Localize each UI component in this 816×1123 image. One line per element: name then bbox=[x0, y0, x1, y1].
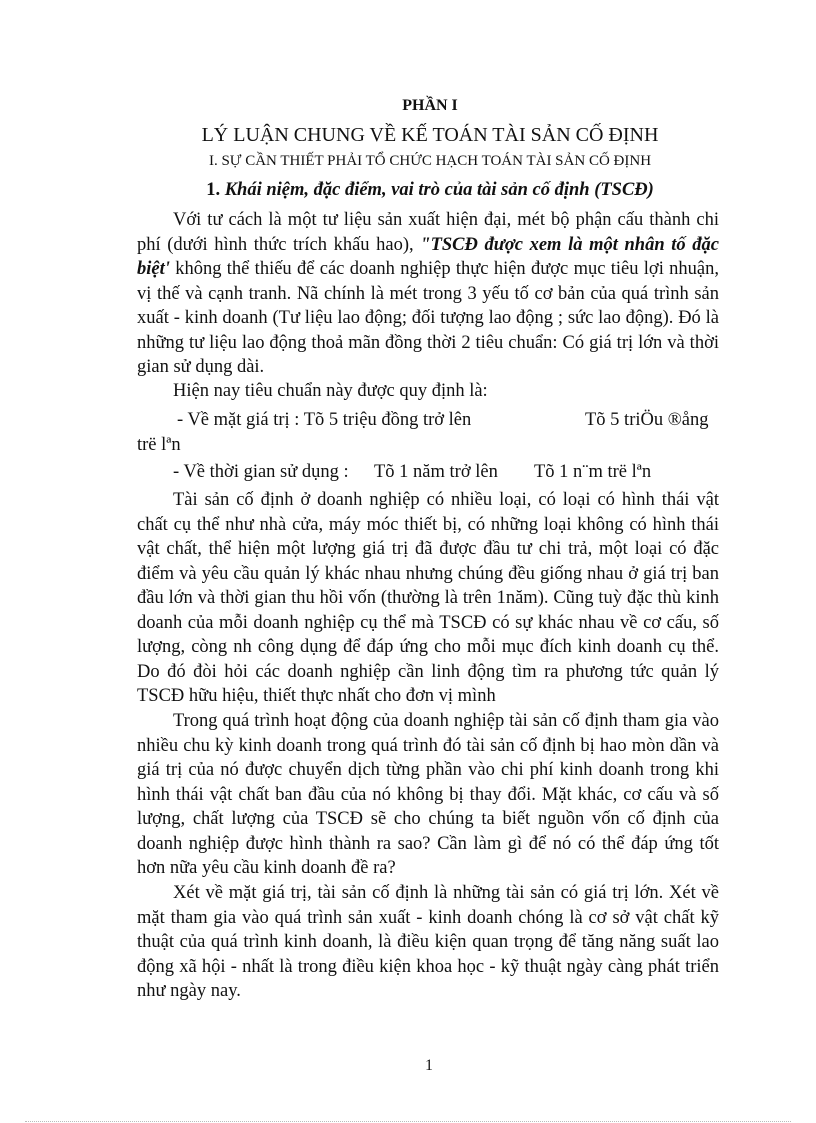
para5-text: Xét về mặt giá trị, tài sản cố định là những tài sản có giá trị lớn. Xét về mặt tham gia vào quá trình sản xuất - kinh doanh chóng là cơ sở vật chất kỹ thuật của quá trình kinh doanh, là điều kiện quan trọng để tăng năng suất lao động xã hội - nhất là trong điều kiện khoa học - kỹ thuật ngày càng phát triển như ngày nay. bbox=[137, 883, 719, 1001]
section-title: I. SỰ CẦN THIẾT PHẢI TỔ CHỨC HẠCH TOÁN TÀI SẢN CỐ ĐỊNH bbox=[208, 153, 652, 169]
para1-before: Với tư cách là một tư liệu sản xuất hiện đại, mét bộ phận cấu thành chi phí (dưới hình thức trích khấu hao), bbox=[137, 210, 719, 255]
criteria-value-label: - Về mặt giá trị : Tõ 5 triệu đồng trở lên bbox=[177, 410, 472, 430]
criteria-time-value: Tõ 1 năm trở lên bbox=[374, 462, 498, 482]
criteria-time-garbled: Tõ 1 n¨m trë lªn bbox=[534, 462, 652, 482]
paragraph-4 bbox=[137, 709, 719, 881]
paragraph-1 bbox=[137, 208, 719, 380]
page-bottom-rule bbox=[25, 1121, 791, 1122]
part-title: PHẦN I bbox=[402, 97, 458, 114]
chapter-title: LÝ LUẬN CHUNG VỀ KẾ TOÁN TÀI SẢN CỐ ĐỊNH bbox=[201, 124, 659, 146]
criteria-value-garbled: Tõ 5 triÖu ®ång bbox=[585, 410, 709, 430]
page-number: 1 bbox=[425, 1057, 433, 1074]
para3-text: Tài sản cố định ở doanh nghiệp có nhiều loại, có loại có hình thái vật chất cụ thể như nhà cửa, máy móc thiết bị, có những loại không có hình thái vật chất, thể hiện một lượng giá trị đã được đầu tư chi trả, một loại có đặc điểm và yêu cầu quản lý khác nhau nhưng chúng đều giống nhau ở giá trị ban đầu lớn và thời gian thu hồi vốn (thường là trên 1năm). Cũng tuỳ đặc thù kinh doanh của mỗi doanh nghiệp cụ thể mà TSCĐ có sự khác nhau về cơ cấu, số lượng, còng nh công dụng để đáp ứng cho mỗi mục đích kinh doanh cụ thể. Do đó đòi hỏi các doanh nghiệp cần linh động tìm ra phương tức quản lý TSCĐ hữu hiệu, thiết thực nhất cho đơn vị mình bbox=[137, 490, 719, 706]
heading-number: 1. bbox=[206, 180, 225, 200]
para4-text: Trong quá trình hoạt động của doanh nghiệp tài sản cố định tham gia vào nhiều chu kỳ kinh doanh trong quá trình đó tài sản cố định bị hao mòn dần và giá trị của nó được chuyển dịch từng phần vào chi phí kinh doanh trong khi hình thái vật chất ban đầu của nó không bị thay đổi. Mặt khác, cơ cấu và số lượng, chất lượng của TSCĐ sẽ cho chúng ta biết nguồn vốn cố định của doanh nghiệp được hình thành ra sao? Cần làm gì để nó có thể đáp ứng tốt hơn nữa yêu cầu kinh doanh đề ra? bbox=[137, 711, 719, 878]
criteria-value-cont: trë lªn bbox=[137, 435, 181, 455]
para1-emphasis: "TSCĐ được xem là một nhân tố đặc biệt' bbox=[137, 234, 719, 279]
criteria-intro: Hiện nay tiêu chuẩn này được quy định là: bbox=[173, 381, 488, 401]
subsection-heading bbox=[0, 180, 816, 201]
heading-text: Khái niệm, đặc điểm, vai trò của tài sản cố định (TSCĐ) bbox=[224, 180, 654, 200]
paragraph-3 bbox=[137, 488, 719, 709]
para1-after: không thể thiếu để các doanh nghiệp thực hiện được mục tiêu lợi nhuận, vị thế và cạnh tranh. Nã chính là mét trong 3 yếu tố cơ bản của quá trình sản xuất - kinh doanh (Tư liệu lao động; đối tượng lao động ; sức lao động). Đó là những tư liệu lao động thoả mãn đồng thời 2 tiêu chuẩn: Có giá trị lớn và thời gian sử dụng dài. bbox=[137, 259, 719, 377]
paragraph-5 bbox=[137, 881, 719, 1004]
criteria-time-label: - Về thời gian sử dụng : bbox=[173, 462, 349, 482]
